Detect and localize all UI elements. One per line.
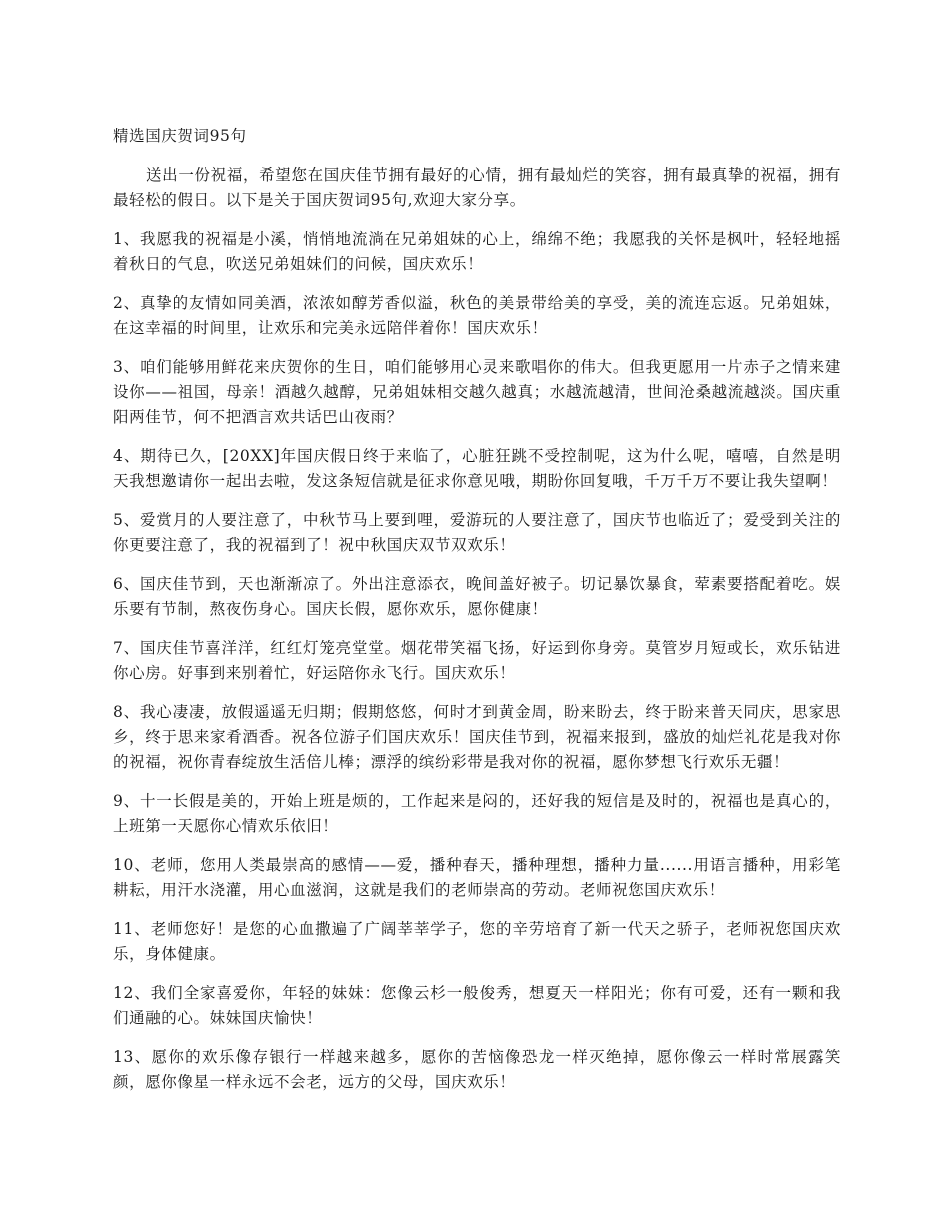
document-body xyxy=(113,124,841,1109)
wish-paragraph-6: 6、国庆佳节到，天也渐渐凉了。外出注意添衣，晚间盖好被子。切记暴饮暴食，荤素要搭配着吃。娱乐要有节制，熬夜伤身心。国庆长假，愿你欢乐，愿你健康！ xyxy=(113,575,841,618)
wish-paragraph-2: 2、真挚的友情如同美酒，浓浓如醇芳香似溢，秋色的美景带给美的享受，美的流连忘返。兄弟姐妹，在这幸福的时间里，让欢乐和完美永远陪伴着你！国庆欢乐！ xyxy=(113,294,841,337)
wish-paragraph-7: 7、国庆佳节喜洋洋，红红灯笼亮堂堂。烟花带笑福飞扬，好运到你身旁。莫管岁月短或长，欢乐钻进你心房。好事到来别着忙，好运陪你永飞行。国庆欢乐！ xyxy=(113,639,841,682)
wish-paragraph-12: 12、我们全家喜爱你，年轻的妹妹：您像云杉一般俊秀，想夏天一样阳光；你有可爱，还有一颗和我们通融的心。妹妹国庆愉快！ xyxy=(113,984,841,1027)
wish-paragraph-10: 10、老师，您用人类最崇高的感情——爱，播种春天，播种理想，播种力量......用语言播种，用彩笔耕耘，用汗水浇灌，用心血滋润，这就是我们的老师崇高的劳动。老师祝您国庆欢乐！ xyxy=(113,856,841,899)
wish-paragraph-3: 3、咱们能够用鲜花来庆贺你的生日，咱们能够用心灵来歌唱你的伟大。但我更愿用一片赤子之情来建设你——祖国，母亲！酒越久越醇，兄弟姐妹相交越久越真；水越流越清，世间沧桑越流越淡。国庆重阳两佳节，何不把酒言欢共话巴山夜雨？ xyxy=(113,358,841,426)
wish-paragraph-5: 5、爱赏月的人要注意了，中秋节马上要到哩，爱游玩的人要注意了，国庆节也临近了；爱受到关注的你更要注意了，我的祝福到了！祝中秋国庆双节双欢乐！ xyxy=(113,511,841,554)
document-title: 精选国庆贺词95句 xyxy=(113,127,247,145)
wish-paragraph-8: 8、我心凄凄，放假遥遥无归期；假期悠悠，何时才到黄金周，盼来盼去，终于盼来普天同庆，思家思乡，终于思来家肴酒香。祝各位游子们国庆欢乐！国庆佳节到，祝福来报到，盛放的灿烂礼花是我对你的祝福，祝你青春绽放生活倍儿棒；漂浮的缤纷彩带是我对你的祝福，愿你梦想飞行欢乐无疆！ xyxy=(113,703,841,771)
wish-paragraph-13: 13、愿你的欢乐像存银行一样越来越多，愿你的苦恼像恐龙一样灭绝掉，愿你像云一样时常展露笑颜，愿你像星一样永远不会老，远方的父母，国庆欢乐！ xyxy=(113,1048,841,1091)
wish-paragraph-9: 9、十一长假是美的，开始上班是烦的，工作起来是闷的，还好我的短信是及时的，祝福也是真心的，上班第一天愿你心情欢乐依旧！ xyxy=(113,792,841,835)
wish-paragraph-11: 11、老师您好！是您的心血撒遍了广阔莘莘学子，您的辛劳培育了新一代天之骄子，老师祝您国庆欢乐，身体健康。 xyxy=(113,920,841,963)
wish-paragraph-1: 1、我愿我的祝福是小溪，悄悄地流淌在兄弟姐妹的心上，绵绵不绝；我愿我的关怀是枫叶，轻轻地摇着秋日的气息，吹送兄弟姐妹们的问候，国庆欢乐！ xyxy=(113,230,841,273)
wish-paragraph-4: 4、期待已久，[20XX]年国庆假日终于来临了，心脏狂跳不受控制呢，这为什么呢，嘻嘻，自然是明天我想邀请你一起出去啦，发这条短信就是征求你意见哦，期盼你回复哦，千万千万不要让我失望啊！ xyxy=(113,447,841,490)
intro-paragraph: 送出一份祝福，希望您在国庆佳节拥有最好的心情，拥有最灿烂的笑容，拥有最真挚的祝福，拥有最轻松的假日。以下是关于国庆贺词95句,欢迎大家分享。 xyxy=(113,166,841,209)
